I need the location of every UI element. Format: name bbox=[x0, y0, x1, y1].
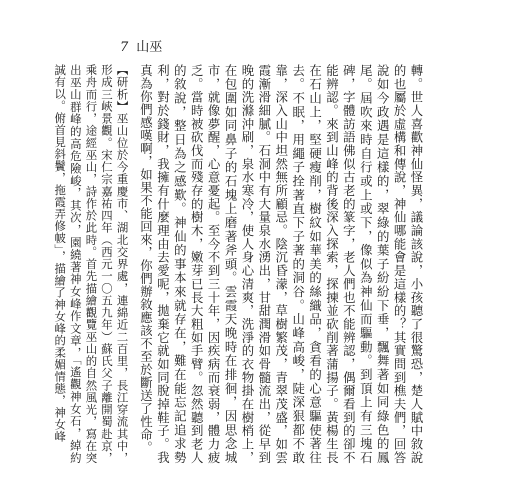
body-paragraph: 轉。世人喜歡神仙怪異，議論該說，小孩聽了很驚恐，楚人賦中敘說的也屬於虛構和傳說，神仙哪能會是這樣的？其實問到樵夫們，回答說如今政遇是這樣的，翠綠的葉子紛紛下垂，飄舞著如同綠色的鳳尾。屆吹來時自行或上或下，像似為神仙而驅動。到頂上有三塊石碑，字體訪語佛似古老的篆字，老人們也不能辨認，偶爾看到的卻不能辨認。來到山峰的背後深入探索，探揀並砍削著蒲揚子。黃楊生長在石山上，堅硬瘦削，樹紋如華美的絲織品，貪看的心意驅使著往去。不眠，用繩子拴著直下子著的洞谷。山峰高峻，陡深狠都不敢靠，深入山中坦然無所顧忌。陰沉昏濛，草樹繁茂，青翠茂盛，如雲霞漸滑細膩。石洞中有大量泉水湧出，甘甜潤滑如骨髓流出，從早到晚的洗滌沖刷，泉水寒冷，使人身心清爽，洗淨的衣物掛在樹梢上，在包圍如同鼻子的石塊上磨著斧頭。雲霞天晚時在排徊，因思念城市，就像夢醒，心意憂起。至今不到三十年，因疾病而衰弱，體力疲乏。當時被砍伐而殘存的樹木，嫩芽已長大粗如手臂。忽然聽到老人的敘說，整日為之感歎。神仙的事本來就存在，難在能忘記追求勢利，對於錢財，我擁有什麼理由去愛呢，拋棄它就如同脫掉鞋子。我真為你們感嘆啊，如果不能回來，你們辦敘應該不至於斷送了性命。 bbox=[138, 64, 424, 464]
section-title: 山巫 bbox=[136, 40, 163, 55]
vertical-text-block bbox=[53, 64, 424, 464]
analysis-note: 【研析】巫山位於今重慶市、湖北交界處，連綿近二百里，長江穿流其中，形成三峽景觀。宋仁宗嘉祐四年（西元一〇五九年）蘇氏父子離開蜀赴京，乘舟而行，途經巫山，詩作於此時。首先描繪觀覽巫山的自然風光，寫在突出巫山群峰的高危險峻，其次，園繞著神女峰作文章，「遙觀神女石，綽約誠有以。俯首見斜鬢，拖霞弄修帔」，描繪了神女峰的柔媚情態，神女峰 bbox=[53, 64, 130, 464]
page-number: 7 bbox=[120, 40, 129, 55]
page-header bbox=[120, 36, 162, 55]
